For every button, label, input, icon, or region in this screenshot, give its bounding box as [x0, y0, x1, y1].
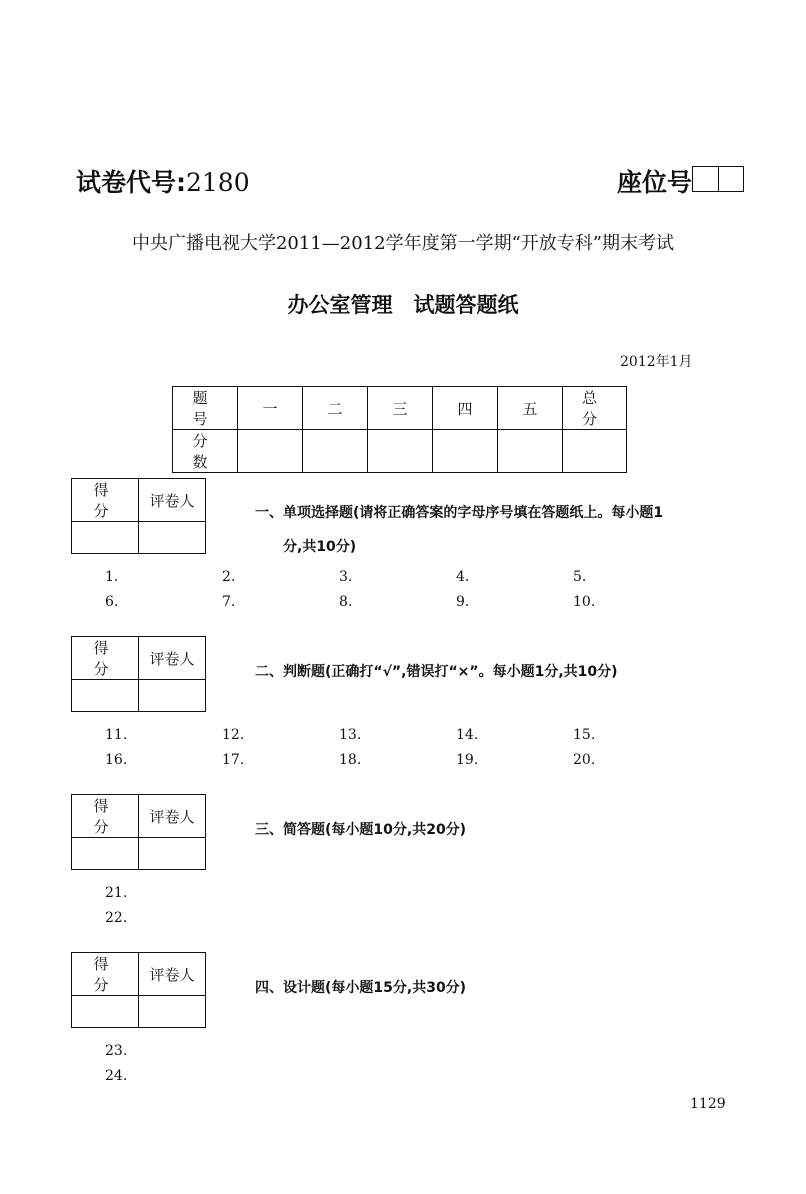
seat-box-2[interactable]	[719, 167, 744, 191]
section-title-continued: 分,共10分)	[283, 539, 357, 555]
answer-number: 24.	[105, 1068, 128, 1084]
score-entry-cell[interactable]	[563, 430, 627, 473]
score-table-header-row	[173, 387, 627, 430]
answer-number: 12.	[222, 727, 245, 743]
grader-box	[71, 478, 206, 554]
score-table-cell: 题 号	[173, 387, 238, 430]
grader-score-label: 得 分	[72, 637, 139, 680]
score-entry-cell[interactable]	[433, 430, 498, 473]
seat-number-boxes[interactable]	[692, 166, 744, 192]
grader-name-cell[interactable]	[139, 838, 206, 870]
page-number: 1129	[690, 1096, 726, 1112]
score-table-cell: 四	[433, 387, 498, 430]
score-entry-cell[interactable]	[238, 430, 303, 473]
grader-score-label: 得 分	[72, 479, 139, 522]
grader-score-label: 得 分	[72, 953, 139, 996]
seat-box-1[interactable]	[693, 167, 719, 191]
answer-number: 14.	[456, 727, 479, 743]
exam-title: 中央广播电视大学2011—2012学年度第一学期“开放专科”期末考试	[131, 233, 675, 254]
exam-code-value: 2180	[186, 168, 250, 197]
grader-name-cell[interactable]	[139, 996, 206, 1028]
answer-number: 10.	[573, 594, 596, 610]
score-table-cell: 分 数	[173, 430, 238, 473]
grader-name-cell[interactable]	[139, 522, 206, 554]
answer-number: 9.	[456, 594, 470, 610]
grader-name-cell[interactable]	[139, 680, 206, 712]
answer-number: 11.	[105, 727, 128, 743]
score-table-cell: 二	[303, 387, 368, 430]
score-table	[172, 386, 633, 473]
score-table-cell: 一	[238, 387, 303, 430]
answer-number: 2.	[222, 569, 236, 585]
grader-score-cell[interactable]	[72, 838, 139, 870]
grader-score-label: 得 分	[72, 795, 139, 838]
score-entry-cell[interactable]	[368, 430, 433, 473]
answer-number: 20.	[573, 752, 596, 768]
answer-number: 19.	[456, 752, 479, 768]
score-table-cell: 五	[498, 387, 563, 430]
grader-name-label: 评卷人	[139, 795, 206, 838]
answer-number: 8.	[339, 594, 353, 610]
section-title: 二、判断题(正确打“√”,错误打“×”。每小题1分,共10分)	[255, 664, 618, 680]
score-table-cell: 三	[368, 387, 433, 430]
document-title: 办公室管理 试题答题纸	[287, 293, 519, 317]
answer-number: 6.	[105, 594, 119, 610]
section-title: 一、单项选择题(请将正确答案的字母序号填在答题纸上。每小题1	[255, 505, 664, 521]
exam-date: 2012年1月	[620, 354, 693, 370]
answer-number: 4.	[456, 569, 470, 585]
score-table-score-row	[173, 430, 627, 473]
answer-number: 7.	[222, 594, 236, 610]
seat-number-label: 座位号	[617, 168, 693, 197]
section-title: 三、简答题(每小题10分,共20分)	[255, 822, 467, 838]
grader-name-label: 评卷人	[139, 637, 206, 680]
answer-number: 22.	[105, 910, 128, 926]
answer-number: 3.	[339, 569, 353, 585]
grader-box	[71, 794, 206, 870]
grader-name-label: 评卷人	[139, 953, 206, 996]
grader-box	[71, 636, 206, 712]
answer-number: 5.	[573, 569, 587, 585]
answer-number: 1.	[105, 569, 119, 585]
grader-name-label: 评卷人	[139, 479, 206, 522]
answer-number: 15.	[573, 727, 596, 743]
section-title: 四、设计题(每小题15分,共30分)	[255, 980, 467, 996]
grader-score-cell[interactable]	[72, 680, 139, 712]
answer-number: 21.	[105, 885, 128, 901]
answer-number: 23.	[105, 1043, 128, 1059]
grader-score-cell[interactable]	[72, 522, 139, 554]
answer-number: 13.	[339, 727, 362, 743]
answer-number: 18.	[339, 752, 362, 768]
grader-box	[71, 952, 206, 1028]
exam-code-label: 试卷代号:2180	[76, 168, 250, 197]
answer-number: 16.	[105, 752, 128, 768]
grader-score-cell[interactable]	[72, 996, 139, 1028]
score-table-cell: 总 分	[563, 387, 627, 430]
answer-number: 17.	[222, 752, 245, 768]
score-entry-cell[interactable]	[303, 430, 368, 473]
score-entry-cell[interactable]	[498, 430, 563, 473]
